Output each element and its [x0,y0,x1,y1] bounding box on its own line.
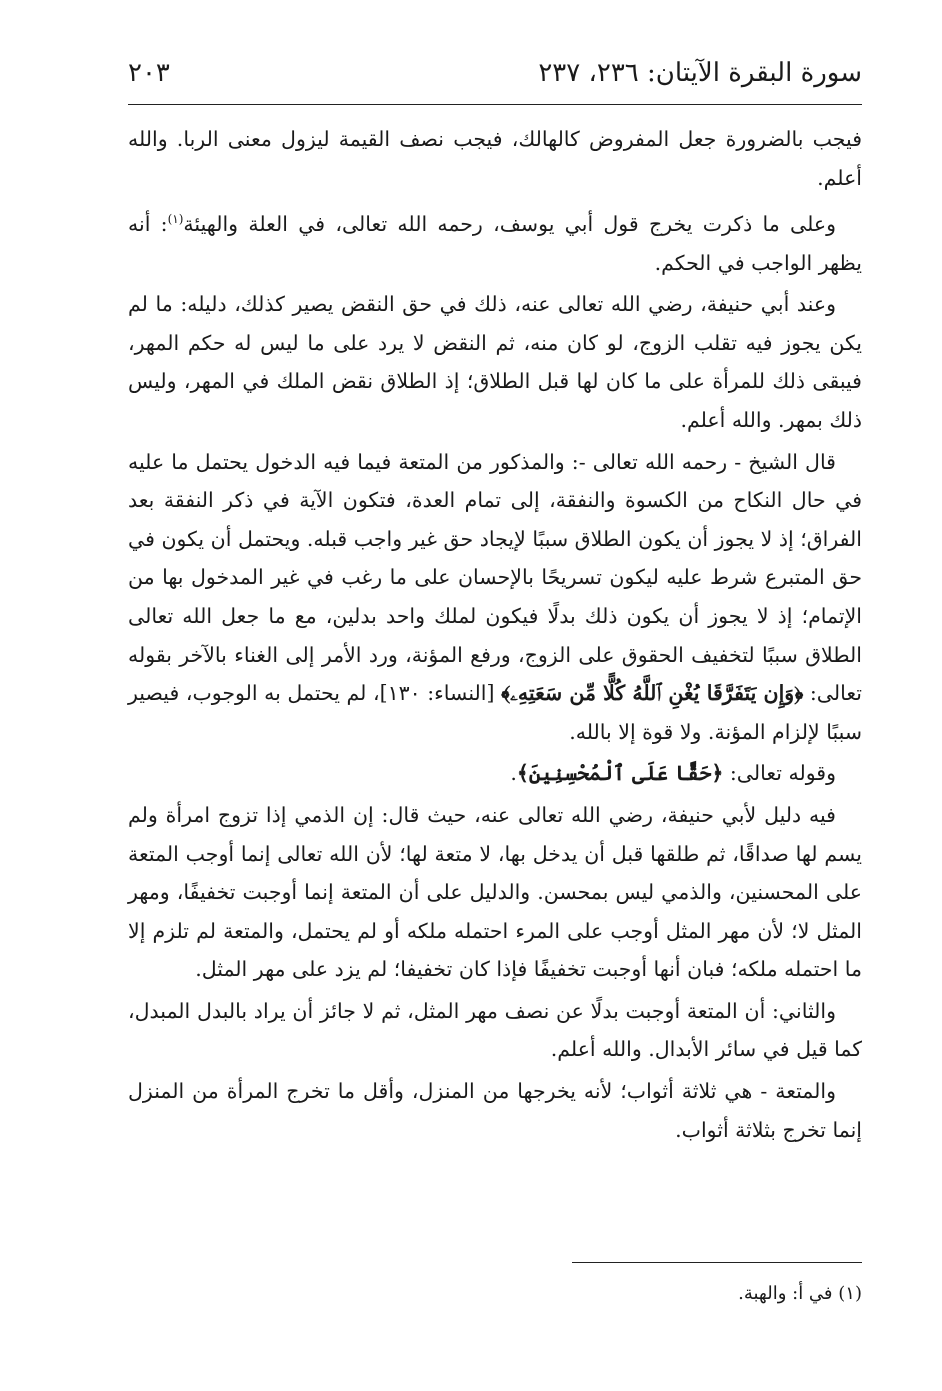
paragraph-2-text-after: : أنه يظهر الواجب في الحكم. [128,212,862,275]
paragraph-8-text: والمتعة - هي ثلاثة أثواب؛ لأنه يخرجها من المنزل، وأقل ما تخرج المرأة من المنزل إنما تخرج بثلاثة أثواب. [128,1079,862,1142]
footnote-text: في أ: والهبة. [738,1283,833,1304]
paragraph-5 [128,754,862,793]
footnote-marker: (١) [838,1283,862,1304]
paragraph-3 [128,285,862,439]
paragraph-4 [128,443,862,752]
running-title: سورة البقرة الآيتان: ٢٣٦، ٢٣٧ [538,58,862,88]
main-text [128,120,862,1152]
paragraph-6 [128,796,862,989]
paragraph-5-text-after: . [510,761,517,786]
header-divider [128,104,862,105]
paragraph-5-text-before: وقوله تعالى: [723,761,836,786]
paragraph-1-text: فيجب بالضرورة جعل المفروض كالهالك، فيجب نصف القيمة ليزول معنى الربا. والله أعلم. [128,127,862,190]
paragraph-7-text: والثاني: أن المتعة أوجبت بدلًا عن نصف مهر المثل، ثم لا جائز أن يراد بالبدل المبدل، كما قيل في سائر الأبدال. والله أعلم. [128,998,862,1062]
footnote-reference: (١) [167,212,184,227]
paragraph-2-text-before: وعلى ما ذكرت يخرج قول أبي يوسف، رحمه الله تعالى، في العلة والهيئة [183,212,836,237]
quran-verse: ﴿حَقًّا عَلَى ٱلْمُحْسِنِينَ﴾ [516,761,724,786]
paragraph-1 [128,120,862,197]
paragraph-2 [128,200,862,282]
paragraph-3-text: وعند أبي حنيفة، رضي الله تعالى عنه، ذلك في حق النقض يصير كذلك، دليله: ما لم يكن يجوز فيه تقلب الزوج، لو كان منه، ثم النقض لا يرد على ما ليس له حكم المهر، فيبقى ذلك للمرأة على ما كان لها قبل الطلاق؛ إذ الطلاق نقض الملك في المهر، وليس ذلك بمهر. والله أعلم. [128,292,862,432]
quran-verse: ﴿وَإِن يَتَفَرَّقَا يُغْنِ ٱللَّهُ كُلًّا مِّن سَعَتِهِۦ﴾ [501,681,804,706]
footnote-divider [572,1262,862,1263]
paragraph-8 [128,1072,862,1149]
paragraph-6-text: فيه دليل لأبي حنيفة، رضي الله تعالى عنه، حيث قال: إن الذمي إذا تزوج امرأة ولم يسم لها صداقًا، ثم طلقها قبل أن يدخل بها، لا متعة لها؛ لأن الله تعالى إنما أوجب المتعة على المحسنين، والذمي ليس بمحسن. والدليل على أن المتعة إنما أوجبت تخفيفًا، ومهر المثل لا؛ لأن مهر المثل أوجب على المرء احتمله ملكه أو لم يحتمل، والمتعة لم تلزم إلا ما احتمله ملكه؛ فبان أنها أوجبت تخفيفًا فإذا كان تخفيفا؛ لم يزد على مهر المثل. [128,802,862,982]
paragraph-4-text-after: [النساء: ١٣٠]، لم يحتمل به الوجوب، فيصير سببًا لإلزام المؤنة. ولا قوة إلا بالله. [128,681,862,744]
page-number: ٢٠٣ [128,58,170,88]
paragraph-7 [128,992,862,1069]
footnote [128,1280,862,1308]
page-header [128,52,862,102]
paragraph-4-text-before: قال الشيخ - رحمه الله تعالى -: والمذكور من المتعة فيما فيه الدخول يحتمل ما عليه في حال النكاح من الكسوة والنفقة، إلى تمام العدة، فتكون الآية في ذكر النفقة بعد الفراق؛ إذ لا يجوز أن يكون الطلاق سببًا لإيجاد حق غير واجب قبله. ويحتمل أن يكون في حق المتبرع شرط عليه ليكون تسريحًا بالإحسان على ما رغب في غير المدخول بها من الإتمام؛ إذ لا يجوز أن يكون ذلك بدلًا فيكون لملك واحد بدلين، مع ما جعل الله تعالى الطلاق سببًا لتخفيف الحقوق على الزوج، ورفع المؤنة، ورد الأمر إلى الغناء بالآخر بقوله تعالى: [128,449,862,706]
